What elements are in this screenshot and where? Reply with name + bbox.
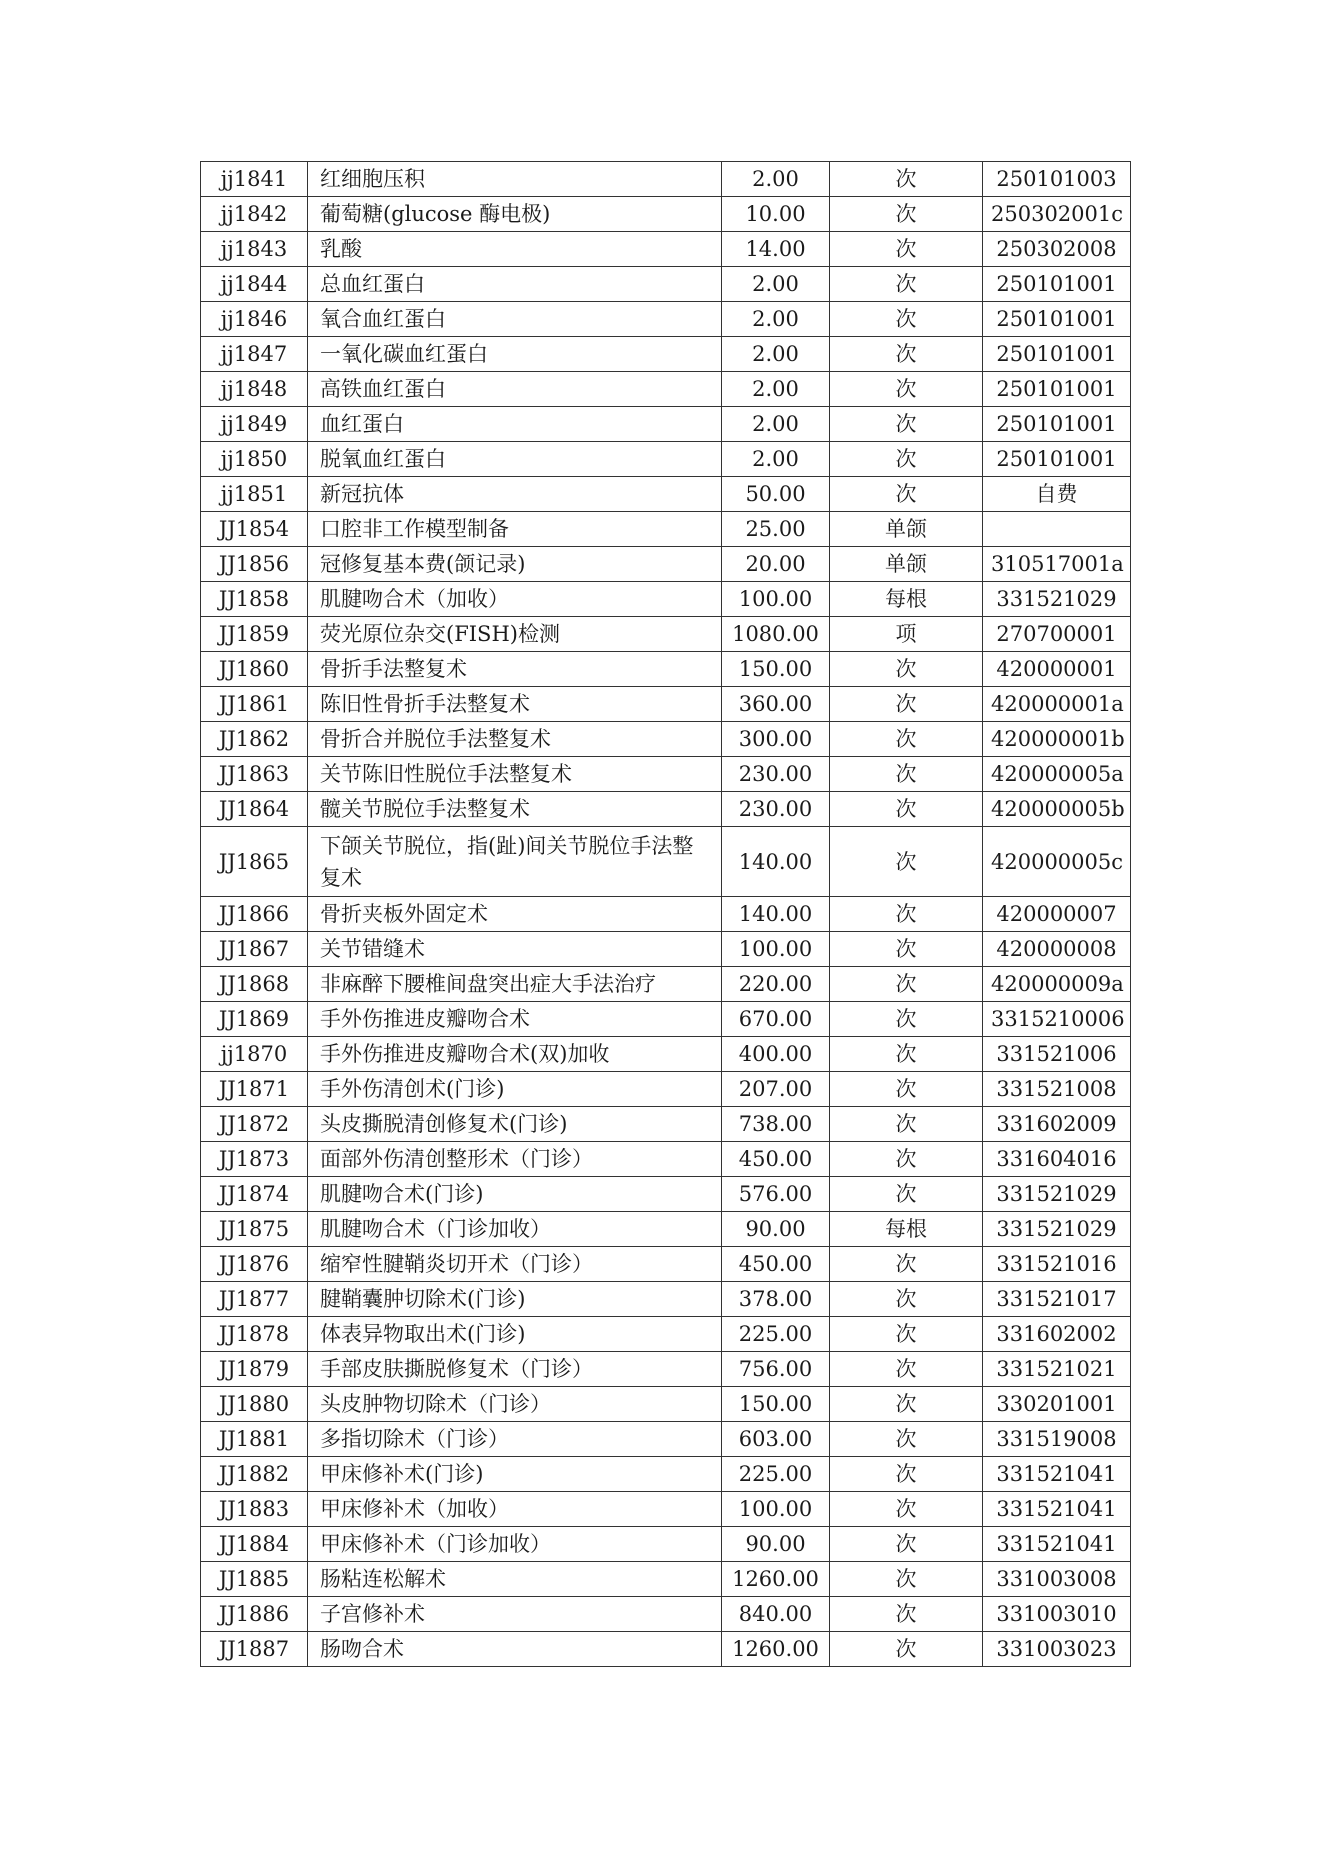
table-row <box>201 547 1131 582</box>
item-price-cell: 2.00 <box>722 442 830 477</box>
item-unit-cell: 每根 <box>830 1212 983 1247</box>
item-name-cell: 氧合血红蛋白 <box>308 302 722 337</box>
item-name-cell: 骨折夹板外固定术 <box>308 897 722 932</box>
item-name-cell: 脱氧血红蛋白 <box>308 442 722 477</box>
item-reference-code-cell: 330201001 <box>983 1387 1131 1422</box>
item-name-cell: 总血红蛋白 <box>308 267 722 302</box>
item-name-cell: 高铁血红蛋白 <box>308 372 722 407</box>
item-name-cell: 冠修复基本费(颌记录) <box>308 547 722 582</box>
item-unit-cell: 次 <box>830 932 983 967</box>
item-reference-code-cell: 331521008 <box>983 1072 1131 1107</box>
item-price-cell: 670.00 <box>722 1002 830 1037</box>
table-row <box>201 477 1131 512</box>
item-unit-cell: 次 <box>830 407 983 442</box>
item-price-cell: 90.00 <box>722 1212 830 1247</box>
item-unit-cell: 次 <box>830 1177 983 1212</box>
item-name-cell: 手外伤推进皮瓣吻合术(双)加收 <box>308 1037 722 1072</box>
item-unit-cell: 次 <box>830 757 983 792</box>
item-code-cell: jj1849 <box>201 407 308 442</box>
item-reference-code-cell: 250101001 <box>983 407 1131 442</box>
table-row <box>201 372 1131 407</box>
item-price-cell: 450.00 <box>722 1142 830 1177</box>
item-reference-code-cell: 420000001b <box>983 722 1131 757</box>
item-unit-cell: 次 <box>830 372 983 407</box>
item-code-cell: JJ1856 <box>201 547 308 582</box>
item-price-cell: 220.00 <box>722 967 830 1002</box>
item-name-cell: 陈旧性骨折手法整复术 <box>308 687 722 722</box>
item-name-cell: 面部外伤清创整形术（门诊） <box>308 1142 722 1177</box>
item-code-cell: JJ1872 <box>201 1107 308 1142</box>
item-code-cell: JJ1877 <box>201 1282 308 1317</box>
item-code-cell: JJ1887 <box>201 1632 308 1667</box>
item-unit-cell: 次 <box>830 1282 983 1317</box>
table-row <box>201 827 1131 897</box>
item-code-cell: JJ1873 <box>201 1142 308 1177</box>
table-row <box>201 1422 1131 1457</box>
table-row <box>201 1037 1131 1072</box>
item-code-cell: JJ1863 <box>201 757 308 792</box>
table-row <box>201 1282 1131 1317</box>
item-name-cell: 头皮撕脱清创修复术(门诊) <box>308 1107 722 1142</box>
item-unit-cell: 次 <box>830 197 983 232</box>
item-code-cell: JJ1886 <box>201 1597 308 1632</box>
table-row <box>201 1177 1131 1212</box>
item-code-cell: JJ1869 <box>201 1002 308 1037</box>
item-reference-code-cell: 331604016 <box>983 1142 1131 1177</box>
item-name-cell: 头皮肿物切除术（门诊） <box>308 1387 722 1422</box>
item-price-cell: 378.00 <box>722 1282 830 1317</box>
item-name-cell: 乳酸 <box>308 232 722 267</box>
item-price-cell: 1080.00 <box>722 617 830 652</box>
item-price-cell: 150.00 <box>722 652 830 687</box>
item-reference-code-cell: 331521029 <box>983 582 1131 617</box>
item-price-cell: 400.00 <box>722 1037 830 1072</box>
item-unit-cell: 次 <box>830 652 983 687</box>
item-name-cell: 葡萄糖(glucose 酶电极) <box>308 197 722 232</box>
item-unit-cell: 次 <box>830 1527 983 1562</box>
table-row <box>201 897 1131 932</box>
item-price-cell: 140.00 <box>722 827 830 897</box>
item-price-cell: 230.00 <box>722 757 830 792</box>
item-reference-code-cell: 331003008 <box>983 1562 1131 1597</box>
item-unit-cell: 次 <box>830 1107 983 1142</box>
table-row <box>201 267 1131 302</box>
table-row <box>201 757 1131 792</box>
item-code-cell: JJ1867 <box>201 932 308 967</box>
item-name-cell: 腱鞘囊肿切除术(门诊) <box>308 1282 722 1317</box>
item-price-cell: 450.00 <box>722 1247 830 1282</box>
table-row <box>201 442 1131 477</box>
item-reference-code-cell: 331521017 <box>983 1282 1131 1317</box>
item-reference-code-cell: 331521021 <box>983 1352 1131 1387</box>
table-row <box>201 1072 1131 1107</box>
item-price-cell: 2.00 <box>722 302 830 337</box>
table-row <box>201 1597 1131 1632</box>
item-price-cell: 840.00 <box>722 1597 830 1632</box>
item-code-cell: JJ1876 <box>201 1247 308 1282</box>
item-name-cell: 荧光原位杂交(FISH)检测 <box>308 617 722 652</box>
table-row <box>201 407 1131 442</box>
item-code-cell: JJ1878 <box>201 1317 308 1352</box>
item-reference-code-cell: 331521041 <box>983 1492 1131 1527</box>
item-unit-cell: 次 <box>830 162 983 197</box>
item-name-cell: 关节陈旧性脱位手法整复术 <box>308 757 722 792</box>
item-reference-code-cell: 420000009a <box>983 967 1131 1002</box>
item-reference-code-cell: 331003023 <box>983 1632 1131 1667</box>
item-unit-cell: 次 <box>830 477 983 512</box>
item-unit-cell: 次 <box>830 232 983 267</box>
item-price-cell: 90.00 <box>722 1527 830 1562</box>
item-reference-code-cell: 420000007 <box>983 897 1131 932</box>
item-name-cell: 一氧化碳血红蛋白 <box>308 337 722 372</box>
item-price-cell: 100.00 <box>722 582 830 617</box>
item-unit-cell: 次 <box>830 1352 983 1387</box>
item-price-cell: 100.00 <box>722 1492 830 1527</box>
item-reference-code-cell: 420000008 <box>983 932 1131 967</box>
item-reference-code-cell: 420000001 <box>983 652 1131 687</box>
item-reference-code-cell: 250302008 <box>983 232 1131 267</box>
item-unit-cell: 单颌 <box>830 512 983 547</box>
item-reference-code-cell: 331521029 <box>983 1212 1131 1247</box>
item-name-cell: 肌腱吻合术（门诊加收） <box>308 1212 722 1247</box>
item-name-cell: 肠吻合术 <box>308 1632 722 1667</box>
item-name-cell: 多指切除术（门诊） <box>308 1422 722 1457</box>
item-name-cell: 手外伤推进皮瓣吻合术 <box>308 1002 722 1037</box>
item-unit-cell: 次 <box>830 302 983 337</box>
table-row <box>201 302 1131 337</box>
table-row <box>201 1387 1131 1422</box>
item-price-cell: 225.00 <box>722 1317 830 1352</box>
item-code-cell: jj1843 <box>201 232 308 267</box>
item-code-cell: jj1844 <box>201 267 308 302</box>
item-unit-cell: 次 <box>830 1422 983 1457</box>
table-row <box>201 652 1131 687</box>
item-price-cell: 25.00 <box>722 512 830 547</box>
item-code-cell: JJ1859 <box>201 617 308 652</box>
item-code-cell: JJ1858 <box>201 582 308 617</box>
item-reference-code-cell: 331602009 <box>983 1107 1131 1142</box>
item-unit-cell: 次 <box>830 1002 983 1037</box>
item-reference-code-cell: 331521041 <box>983 1457 1131 1492</box>
item-name-cell: 手外伤清创术(门诊) <box>308 1072 722 1107</box>
item-name-cell: 子宫修补术 <box>308 1597 722 1632</box>
price-table-body <box>201 162 1131 1667</box>
item-code-cell: JJ1860 <box>201 652 308 687</box>
item-price-cell: 300.00 <box>722 722 830 757</box>
item-code-cell: JJ1883 <box>201 1492 308 1527</box>
item-code-cell: jj1841 <box>201 162 308 197</box>
item-code-cell: JJ1875 <box>201 1212 308 1247</box>
item-name-cell: 骨折合并脱位手法整复术 <box>308 722 722 757</box>
item-unit-cell: 次 <box>830 337 983 372</box>
item-code-cell: JJ1885 <box>201 1562 308 1597</box>
item-reference-code-cell: 250101001 <box>983 337 1131 372</box>
item-unit-cell: 次 <box>830 1492 983 1527</box>
item-price-cell: 1260.00 <box>722 1632 830 1667</box>
item-code-cell: JJ1879 <box>201 1352 308 1387</box>
item-name-cell: 新冠抗体 <box>308 477 722 512</box>
item-reference-code-cell: 250302001c <box>983 197 1131 232</box>
item-name-cell: 髋关节脱位手法整复术 <box>308 792 722 827</box>
item-code-cell: JJ1880 <box>201 1387 308 1422</box>
item-code-cell: jj1846 <box>201 302 308 337</box>
item-price-cell: 1260.00 <box>722 1562 830 1597</box>
item-reference-code-cell: 250101001 <box>983 267 1131 302</box>
item-price-cell: 14.00 <box>722 232 830 267</box>
item-unit-cell: 项 <box>830 617 983 652</box>
table-row <box>201 1632 1131 1667</box>
item-unit-cell: 次 <box>830 722 983 757</box>
table-row <box>201 1247 1131 1282</box>
item-code-cell: JJ1881 <box>201 1422 308 1457</box>
item-code-cell: JJ1882 <box>201 1457 308 1492</box>
item-unit-cell: 次 <box>830 1632 983 1667</box>
table-row <box>201 1107 1131 1142</box>
item-reference-code-cell: 420000001a <box>983 687 1131 722</box>
item-reference-code-cell: 250101003 <box>983 162 1131 197</box>
table-row <box>201 792 1131 827</box>
item-reference-code-cell: 3315210006 <box>983 1002 1131 1037</box>
table-row <box>201 967 1131 1002</box>
item-unit-cell: 次 <box>830 1247 983 1282</box>
table-row <box>201 1527 1131 1562</box>
item-price-cell: 20.00 <box>722 547 830 582</box>
item-reference-code-cell: 331602002 <box>983 1317 1131 1352</box>
table-row <box>201 1457 1131 1492</box>
item-unit-cell: 次 <box>830 792 983 827</box>
item-code-cell: JJ1861 <box>201 687 308 722</box>
item-price-cell: 150.00 <box>722 1387 830 1422</box>
item-name-cell: 甲床修补术(门诊) <box>308 1457 722 1492</box>
item-price-cell: 140.00 <box>722 897 830 932</box>
item-price-cell: 576.00 <box>722 1177 830 1212</box>
item-reference-code-cell: 310517001a <box>983 547 1131 582</box>
item-reference-code-cell: 420000005c <box>983 827 1131 897</box>
item-code-cell: jj1850 <box>201 442 308 477</box>
item-name-cell: 手部皮肤撕脱修复术（门诊） <box>308 1352 722 1387</box>
item-reference-code-cell: 250101001 <box>983 442 1131 477</box>
item-reference-code-cell <box>983 512 1131 547</box>
item-code-cell: jj1870 <box>201 1037 308 1072</box>
item-price-cell: 230.00 <box>722 792 830 827</box>
table-row <box>201 1492 1131 1527</box>
item-reference-code-cell: 331521029 <box>983 1177 1131 1212</box>
item-code-cell: JJ1854 <box>201 512 308 547</box>
table-row <box>201 1562 1131 1597</box>
table-row <box>201 1212 1131 1247</box>
item-code-cell: JJ1865 <box>201 827 308 897</box>
item-price-cell: 603.00 <box>722 1422 830 1457</box>
item-reference-code-cell: 自费 <box>983 477 1131 512</box>
item-reference-code-cell: 331521016 <box>983 1247 1131 1282</box>
item-code-cell: JJ1866 <box>201 897 308 932</box>
item-price-cell: 2.00 <box>722 337 830 372</box>
item-code-cell: JJ1862 <box>201 722 308 757</box>
item-unit-cell: 次 <box>830 442 983 477</box>
item-reference-code-cell: 331003010 <box>983 1597 1131 1632</box>
item-price-cell: 50.00 <box>722 477 830 512</box>
item-name-cell: 甲床修补术（加收） <box>308 1492 722 1527</box>
item-code-cell: JJ1874 <box>201 1177 308 1212</box>
item-unit-cell: 次 <box>830 897 983 932</box>
item-unit-cell: 次 <box>830 967 983 1002</box>
item-price-cell: 100.00 <box>722 932 830 967</box>
item-name-cell: 关节错缝术 <box>308 932 722 967</box>
item-unit-cell: 次 <box>830 1142 983 1177</box>
item-unit-cell: 次 <box>830 1387 983 1422</box>
table-row <box>201 687 1131 722</box>
item-code-cell: jj1848 <box>201 372 308 407</box>
item-name-cell: 口腔非工作模型制备 <box>308 512 722 547</box>
item-name-cell: 下颌关节脱位，指(趾)间关节脱位手法整复术 <box>308 827 722 897</box>
item-unit-cell: 次 <box>830 1072 983 1107</box>
item-price-cell: 738.00 <box>722 1107 830 1142</box>
table-row <box>201 1002 1131 1037</box>
item-reference-code-cell: 331519008 <box>983 1422 1131 1457</box>
item-name-cell: 红细胞压积 <box>308 162 722 197</box>
table-row <box>201 932 1131 967</box>
item-reference-code-cell: 331521006 <box>983 1037 1131 1072</box>
item-code-cell: jj1851 <box>201 477 308 512</box>
table-row <box>201 582 1131 617</box>
table-row <box>201 232 1131 267</box>
item-price-cell: 225.00 <box>722 1457 830 1492</box>
table-row <box>201 197 1131 232</box>
item-name-cell: 肠粘连松解术 <box>308 1562 722 1597</box>
table-row <box>201 337 1131 372</box>
item-unit-cell: 次 <box>830 827 983 897</box>
item-unit-cell: 次 <box>830 1597 983 1632</box>
item-code-cell: jj1842 <box>201 197 308 232</box>
item-name-cell: 缩窄性腱鞘炎切开术（门诊） <box>308 1247 722 1282</box>
table-row <box>201 617 1131 652</box>
item-unit-cell: 每根 <box>830 582 983 617</box>
item-price-cell: 360.00 <box>722 687 830 722</box>
item-unit-cell: 次 <box>830 267 983 302</box>
item-price-cell: 2.00 <box>722 267 830 302</box>
item-price-cell: 10.00 <box>722 197 830 232</box>
item-unit-cell: 次 <box>830 1457 983 1492</box>
table-row <box>201 512 1131 547</box>
item-unit-cell: 次 <box>830 687 983 722</box>
item-name-cell: 甲床修补术（门诊加收） <box>308 1527 722 1562</box>
item-unit-cell: 次 <box>830 1562 983 1597</box>
item-name-cell: 血红蛋白 <box>308 407 722 442</box>
item-unit-cell: 次 <box>830 1037 983 1072</box>
table-row <box>201 1352 1131 1387</box>
item-reference-code-cell: 331521041 <box>983 1527 1131 1562</box>
table-row <box>201 1317 1131 1352</box>
table-row <box>201 722 1131 757</box>
item-name-cell: 肌腱吻合术（加收） <box>308 582 722 617</box>
item-code-cell: jj1847 <box>201 337 308 372</box>
item-reference-code-cell: 250101001 <box>983 372 1131 407</box>
item-code-cell: JJ1868 <box>201 967 308 1002</box>
item-name-cell: 体表异物取出术(门诊) <box>308 1317 722 1352</box>
item-price-cell: 2.00 <box>722 407 830 442</box>
item-price-cell: 756.00 <box>722 1352 830 1387</box>
item-name-cell: 骨折手法整复术 <box>308 652 722 687</box>
item-code-cell: JJ1871 <box>201 1072 308 1107</box>
item-reference-code-cell: 420000005a <box>983 757 1131 792</box>
item-reference-code-cell: 270700001 <box>983 617 1131 652</box>
item-name-cell: 肌腱吻合术(门诊) <box>308 1177 722 1212</box>
item-reference-code-cell: 420000005b <box>983 792 1131 827</box>
item-name-cell: 非麻醉下腰椎间盘突出症大手法治疗 <box>308 967 722 1002</box>
item-unit-cell: 次 <box>830 1317 983 1352</box>
price-table <box>200 161 1131 1667</box>
item-price-cell: 2.00 <box>722 162 830 197</box>
item-reference-code-cell: 250101001 <box>983 302 1131 337</box>
table-row <box>201 1142 1131 1177</box>
item-price-cell: 2.00 <box>722 372 830 407</box>
item-unit-cell: 单颌 <box>830 547 983 582</box>
table-row <box>201 162 1131 197</box>
item-code-cell: JJ1884 <box>201 1527 308 1562</box>
item-code-cell: JJ1864 <box>201 792 308 827</box>
item-price-cell: 207.00 <box>722 1072 830 1107</box>
